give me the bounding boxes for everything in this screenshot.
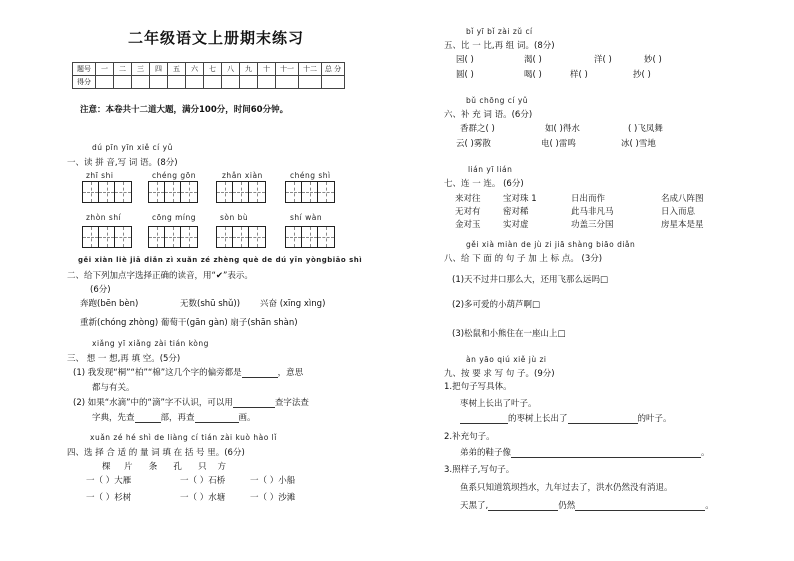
score-input-cell[interactable] [276,76,299,89]
q7-item[interactable]: 此马非凡马 [571,207,614,217]
q5-heading: 五、比 一 比,再 组 词。(8分) [444,41,555,51]
score-table-header-row [73,63,345,76]
q3-blank[interactable] [242,369,278,378]
q2-option-line[interactable]: 重新(chóng zhòng) 葡萄干(gān gàn) 扇子(shān shàn) [80,318,298,328]
q7-item[interactable]: 宝对珠 1 [503,194,537,204]
q1-word-pinyin: sòn bù [220,213,249,222]
score-input-cell[interactable] [114,76,132,89]
q5-blank[interactable]: 样( ) [570,70,588,80]
q9-blank[interactable] [460,415,508,424]
q3-item-1-text: ，意思 [277,368,304,378]
score-header-cell: 二 [114,63,132,76]
q6-blank[interactable]: 如( )得水 [545,124,580,134]
q2-option[interactable]: 奔跑(bēn bèn) [80,299,139,309]
score-input-cell[interactable] [258,76,276,89]
q3-heading: 三、 想 一 想,再 填 空。(5分) [67,354,181,364]
q4-options: 棵 片 条 孔 只 方 [102,462,226,472]
score-header-cell: 七 [204,63,222,76]
score-header-cell: 五 [168,63,186,76]
q7-item[interactable]: 来对往 [455,194,481,204]
q9-pinyin: àn yāo qiú xiě jù zi [466,355,547,364]
q1-pinyin: dú pīn yīn xiě cí yǔ [92,143,173,152]
q4-blank[interactable]: 一（ ）大雁 [86,476,132,486]
q9-blank[interactable] [488,502,558,511]
page-title: 二年级语文上册期末练习 [128,29,305,47]
score-header-cell: 四 [150,63,168,76]
score-input-cell[interactable] [186,76,204,89]
score-header-cell: 三 [132,63,150,76]
q1-heading: 一、读 拼 音,写 词 语。(8分) [67,158,178,168]
score-table-score-row [73,76,345,89]
q9-example: 枣树上长出了叶子。 [460,399,537,409]
q8-heading: 八、给 下 面 的 句 子 加 上 标 点。 (3分) [444,254,603,264]
q1-word-pinyin: chéng shì [290,171,331,180]
q1-word-pinyin: chéng gōn [152,171,196,180]
score-input-cell[interactable] [204,76,222,89]
q7-item[interactable]: 日入而息 [661,207,696,217]
q4-blank[interactable]: 一（ ）沙滩 [250,493,296,503]
q4-pinyin: xuǎn zé hé shì de liàng cí tián zài kuò hào lǐ [90,433,277,442]
q9-text: 仍然 [558,501,576,511]
q5-blank[interactable]: 圆( ) [456,70,474,80]
q2-option[interactable]: 兴奋 (xīng xìng) [260,299,326,309]
q9-blank[interactable] [511,449,701,458]
score-input-cell[interactable] [299,76,322,89]
q3-item-1-text: (1) 我发现“桐”“柏”“棉”这几个字的偏旁都是 [73,368,242,378]
q1-word-pinyin: zhòn shí [86,213,122,222]
q1-writing-grid[interactable] [216,226,266,248]
q1-word-pinyin: shí wàn [290,213,323,222]
q5-pinyin: bǐ yī bǐ zài zǔ cí [466,27,533,36]
q9-line [460,499,714,511]
score-input-cell[interactable] [132,76,150,89]
q4-blank[interactable]: 一（ ）水塘 [180,493,226,503]
q2-heading: 二、给下列加点字选择正确的读音，用“✔”表示。 [67,271,253,281]
q6-blank[interactable]: 电( )雷鸣 [541,139,576,149]
q1-writing-grid[interactable] [148,181,198,203]
q4-heading: 四、选 择 合 适 的 量 词 填 在 括 号 里。(6分) [67,448,245,458]
q9-text: 天黑了, [460,501,489,511]
q7-item[interactable]: 金对玉 [455,220,481,230]
q5-blank[interactable]: 洋( ) [594,55,612,65]
q5-blank[interactable]: 抄( ) [633,70,651,80]
q9-subtitle: 1.把句子写具体。 [444,382,512,392]
q3-blank[interactable] [135,414,161,423]
score-header-cell: 总 分 [322,63,345,76]
score-row-label: 得分 [73,76,96,89]
q8-item[interactable]: (3)松鼠和小熊住在一座山上□ [452,329,566,339]
q7-item[interactable]: 功盖三分国 [571,220,614,230]
q9-blank[interactable] [568,415,638,424]
q3-item-2-text: 部，再查 [160,413,195,423]
q1-writing-grid[interactable] [148,226,198,248]
score-header-cell: 八 [222,63,240,76]
q1-writing-grid[interactable] [216,181,266,203]
q1-word-pinyin: cōng míng [152,213,197,222]
score-input-cell[interactable] [240,76,258,89]
q3-blank[interactable] [195,414,239,423]
q7-item[interactable]: 房星本是星 [661,220,704,230]
q9-text: 。 [701,448,710,458]
q9-subtitle: 2.补充句子。 [444,432,495,442]
score-header-cell: 十 [258,63,276,76]
q3-blank[interactable] [233,399,275,408]
q9-text: 弟弟的鞋子像 [460,448,512,458]
q7-item[interactable]: 密对稀 [503,207,529,217]
score-input-cell[interactable] [150,76,168,89]
q1-writing-grid[interactable] [82,226,132,248]
q3-item-2-text: 查字法查 [274,398,309,408]
q9-text: 的叶子。 [637,414,672,424]
q6-blank[interactable]: 香群之( ) [460,124,495,134]
score-header-cell: 一 [96,63,114,76]
q6-blank[interactable]: 冰( )雪地 [621,139,656,149]
q2-option[interactable]: 无数(shū shǔ)) [180,299,241,309]
score-input-cell[interactable] [322,76,345,89]
score-header-cell: 六 [186,63,204,76]
q3-item-2 [73,396,309,408]
q6-heading: 六、补 充 词 语。(6分) [444,110,533,120]
score-input-cell[interactable] [222,76,240,89]
q6-blank[interactable]: ( )飞凤舞 [628,124,663,134]
q5-blank[interactable]: 园( ) [456,55,474,65]
q3-item-2-text: 画。 [238,413,256,423]
q4-blank[interactable]: 一（ ）杉树 [86,493,132,503]
score-header-cell: 题号 [73,63,96,76]
q5-blank[interactable]: 渴( ) [524,55,542,65]
q8-pinyin: gěi xià miàn de jù zi jiā shàng biāo diǎn [466,240,636,249]
q3-item-2-cont [92,411,256,423]
score-input-cell[interactable] [96,76,114,89]
q9-line [460,412,672,424]
q9-heading: 九、按 要 求 写 句 子。(9分) [444,369,555,379]
q7-item[interactable]: 名成八阵图 [661,194,704,204]
q4-blank[interactable]: 一（ ）石桥 [180,476,226,486]
exam-note: 注意：本卷共十二道大题，满分100分，时间60分钟。 [80,105,289,115]
q3-item-1 [73,366,303,378]
score-header-cell: 九 [240,63,258,76]
q1-writing-grid[interactable] [82,181,132,203]
q7-item[interactable]: 实对虚 [503,220,529,230]
q1-word-pinyin: zhǎn xiàn [222,171,263,180]
q5-blank[interactable]: 喝( ) [524,70,542,80]
q4-blank[interactable]: 一（ ）小船 [250,476,296,486]
q9-blank[interactable] [575,502,705,511]
score-table [72,62,345,89]
q9-subtitle: 3.照样子,写句子。 [444,465,515,475]
q3-item-2-text: 字典，先查 [92,413,135,423]
q1-writing-grid[interactable] [285,181,335,203]
q6-blank[interactable]: 云( )雾散 [456,139,491,149]
q9-example: 鱼系只知道筑坝挡水，九年过去了，洪水仍然没有消退。 [460,483,673,493]
q6-pinyin: bǔ chōng cí yǔ [466,96,529,105]
q9-line [460,446,710,458]
q9-text: 。 [705,501,714,511]
q3-pinyin: xiǎng yī xiǎng zài tián kòng [92,339,209,348]
q7-item[interactable]: 无对有 [455,207,481,217]
score-input-cell[interactable] [168,76,186,89]
q7-heading: 七、连 一 连。 (6分) [444,179,524,189]
q5-blank[interactable]: 妙( ) [644,55,662,65]
q3-item-1-cont: 都与有关。 [92,383,135,393]
score-header-cell: 十二 [299,63,322,76]
score-header-cell: 十一 [276,63,299,76]
q1-word-pinyin: zhī shi [86,171,114,180]
q2-pinyin: gěi xiàn liè jiā diǎn zì xuǎn zé zhèng què de dú yīn yòngbiāo shì [78,256,363,264]
q3-item-2-text: (2) 如果“水滴”中的“滴”字不认识，可以用 [73,398,233,408]
q8-item[interactable]: (1)天不过井口那么大，还用飞那么远吗□ [452,275,609,285]
q9-text: 的枣树上长出了 [508,414,568,424]
q7-pinyin: lián yī lián [468,165,513,174]
q1-writing-grid[interactable] [285,226,335,248]
q2-score: (6分) [90,285,111,295]
q8-item[interactable]: (2)多可爱的小葫芦啊□ [452,300,541,310]
q7-item[interactable]: 日出而作 [571,194,606,204]
